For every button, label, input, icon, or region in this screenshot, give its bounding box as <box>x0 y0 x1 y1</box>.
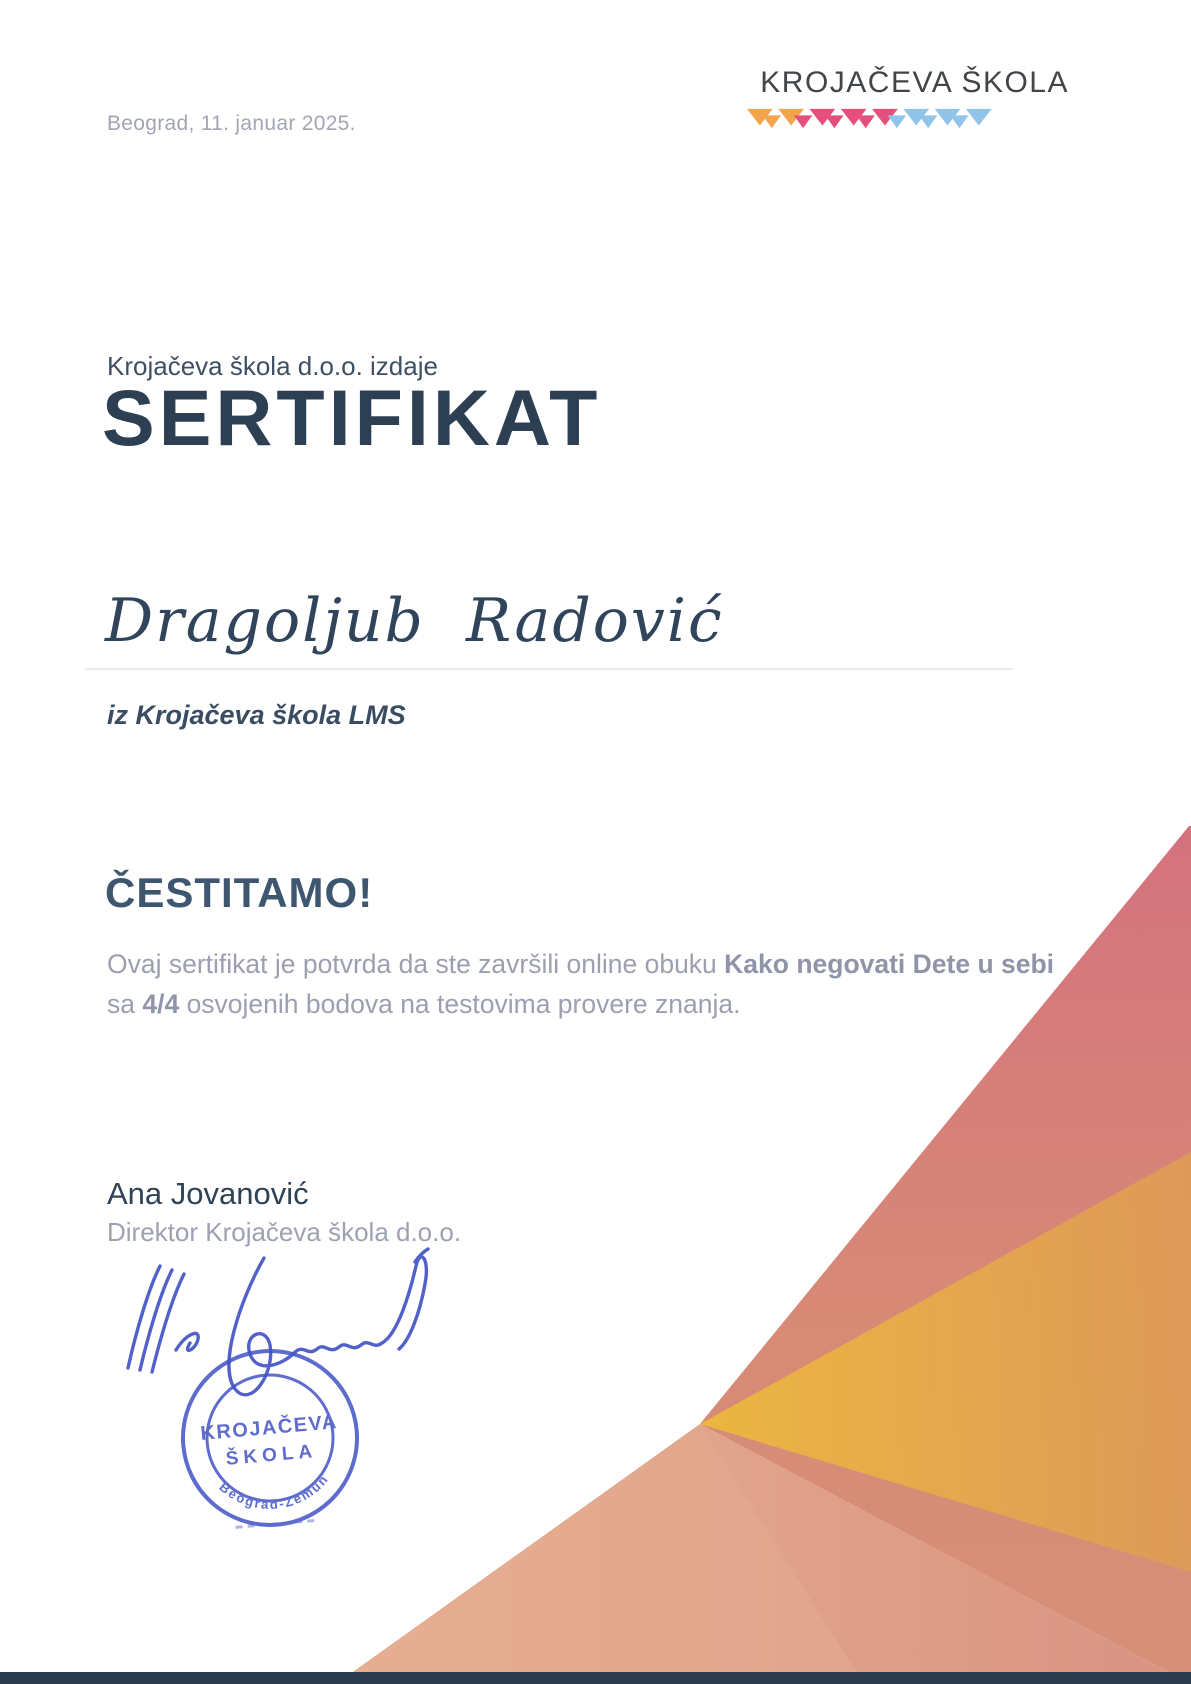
certificate-body <box>107 944 1059 1024</box>
course-name: Kako negovati Dete u sebi <box>724 949 1055 979</box>
body-after-score: osvojenih bodova na testovima provere znanja. <box>179 989 741 1019</box>
recipient-origin: iz Krojačeva škola LMS <box>107 700 406 730</box>
footer-bar <box>0 1672 1191 1684</box>
stamp-line1: KROJAČEVA <box>199 1411 339 1445</box>
logo-triangles-icon <box>747 106 999 132</box>
signature-icon <box>112 1246 444 1411</box>
score-value: 4/4 <box>142 989 180 1019</box>
name-underline <box>85 668 1013 670</box>
stamp-line2: ŠKOLA <box>225 1440 319 1470</box>
certificate-title: SERTIFIKAT <box>102 373 602 462</box>
body-between: sa <box>107 989 143 1019</box>
signer-title: Direktor Krojačeva škola d.o.o. <box>107 1217 462 1247</box>
body-before-course: Ovaj sertifikat je potvrda da ste završili online obuku <box>107 949 725 979</box>
issue-date: Beograd, 11. januar 2025. <box>107 112 356 135</box>
congrats-heading: ČESTITAMO! <box>105 869 374 916</box>
recipient-name: Dragoljub Radović <box>105 586 724 656</box>
stamp-arc-text: Beograd-Zemun <box>216 1471 332 1513</box>
signer-name: Ana Jovanović <box>107 1176 309 1211</box>
issuer-line: Krojačeva škola d.o.o. izdaje <box>107 351 438 381</box>
logo-wordmark: KROJAČEVA ŠKOLA <box>760 66 1069 99</box>
